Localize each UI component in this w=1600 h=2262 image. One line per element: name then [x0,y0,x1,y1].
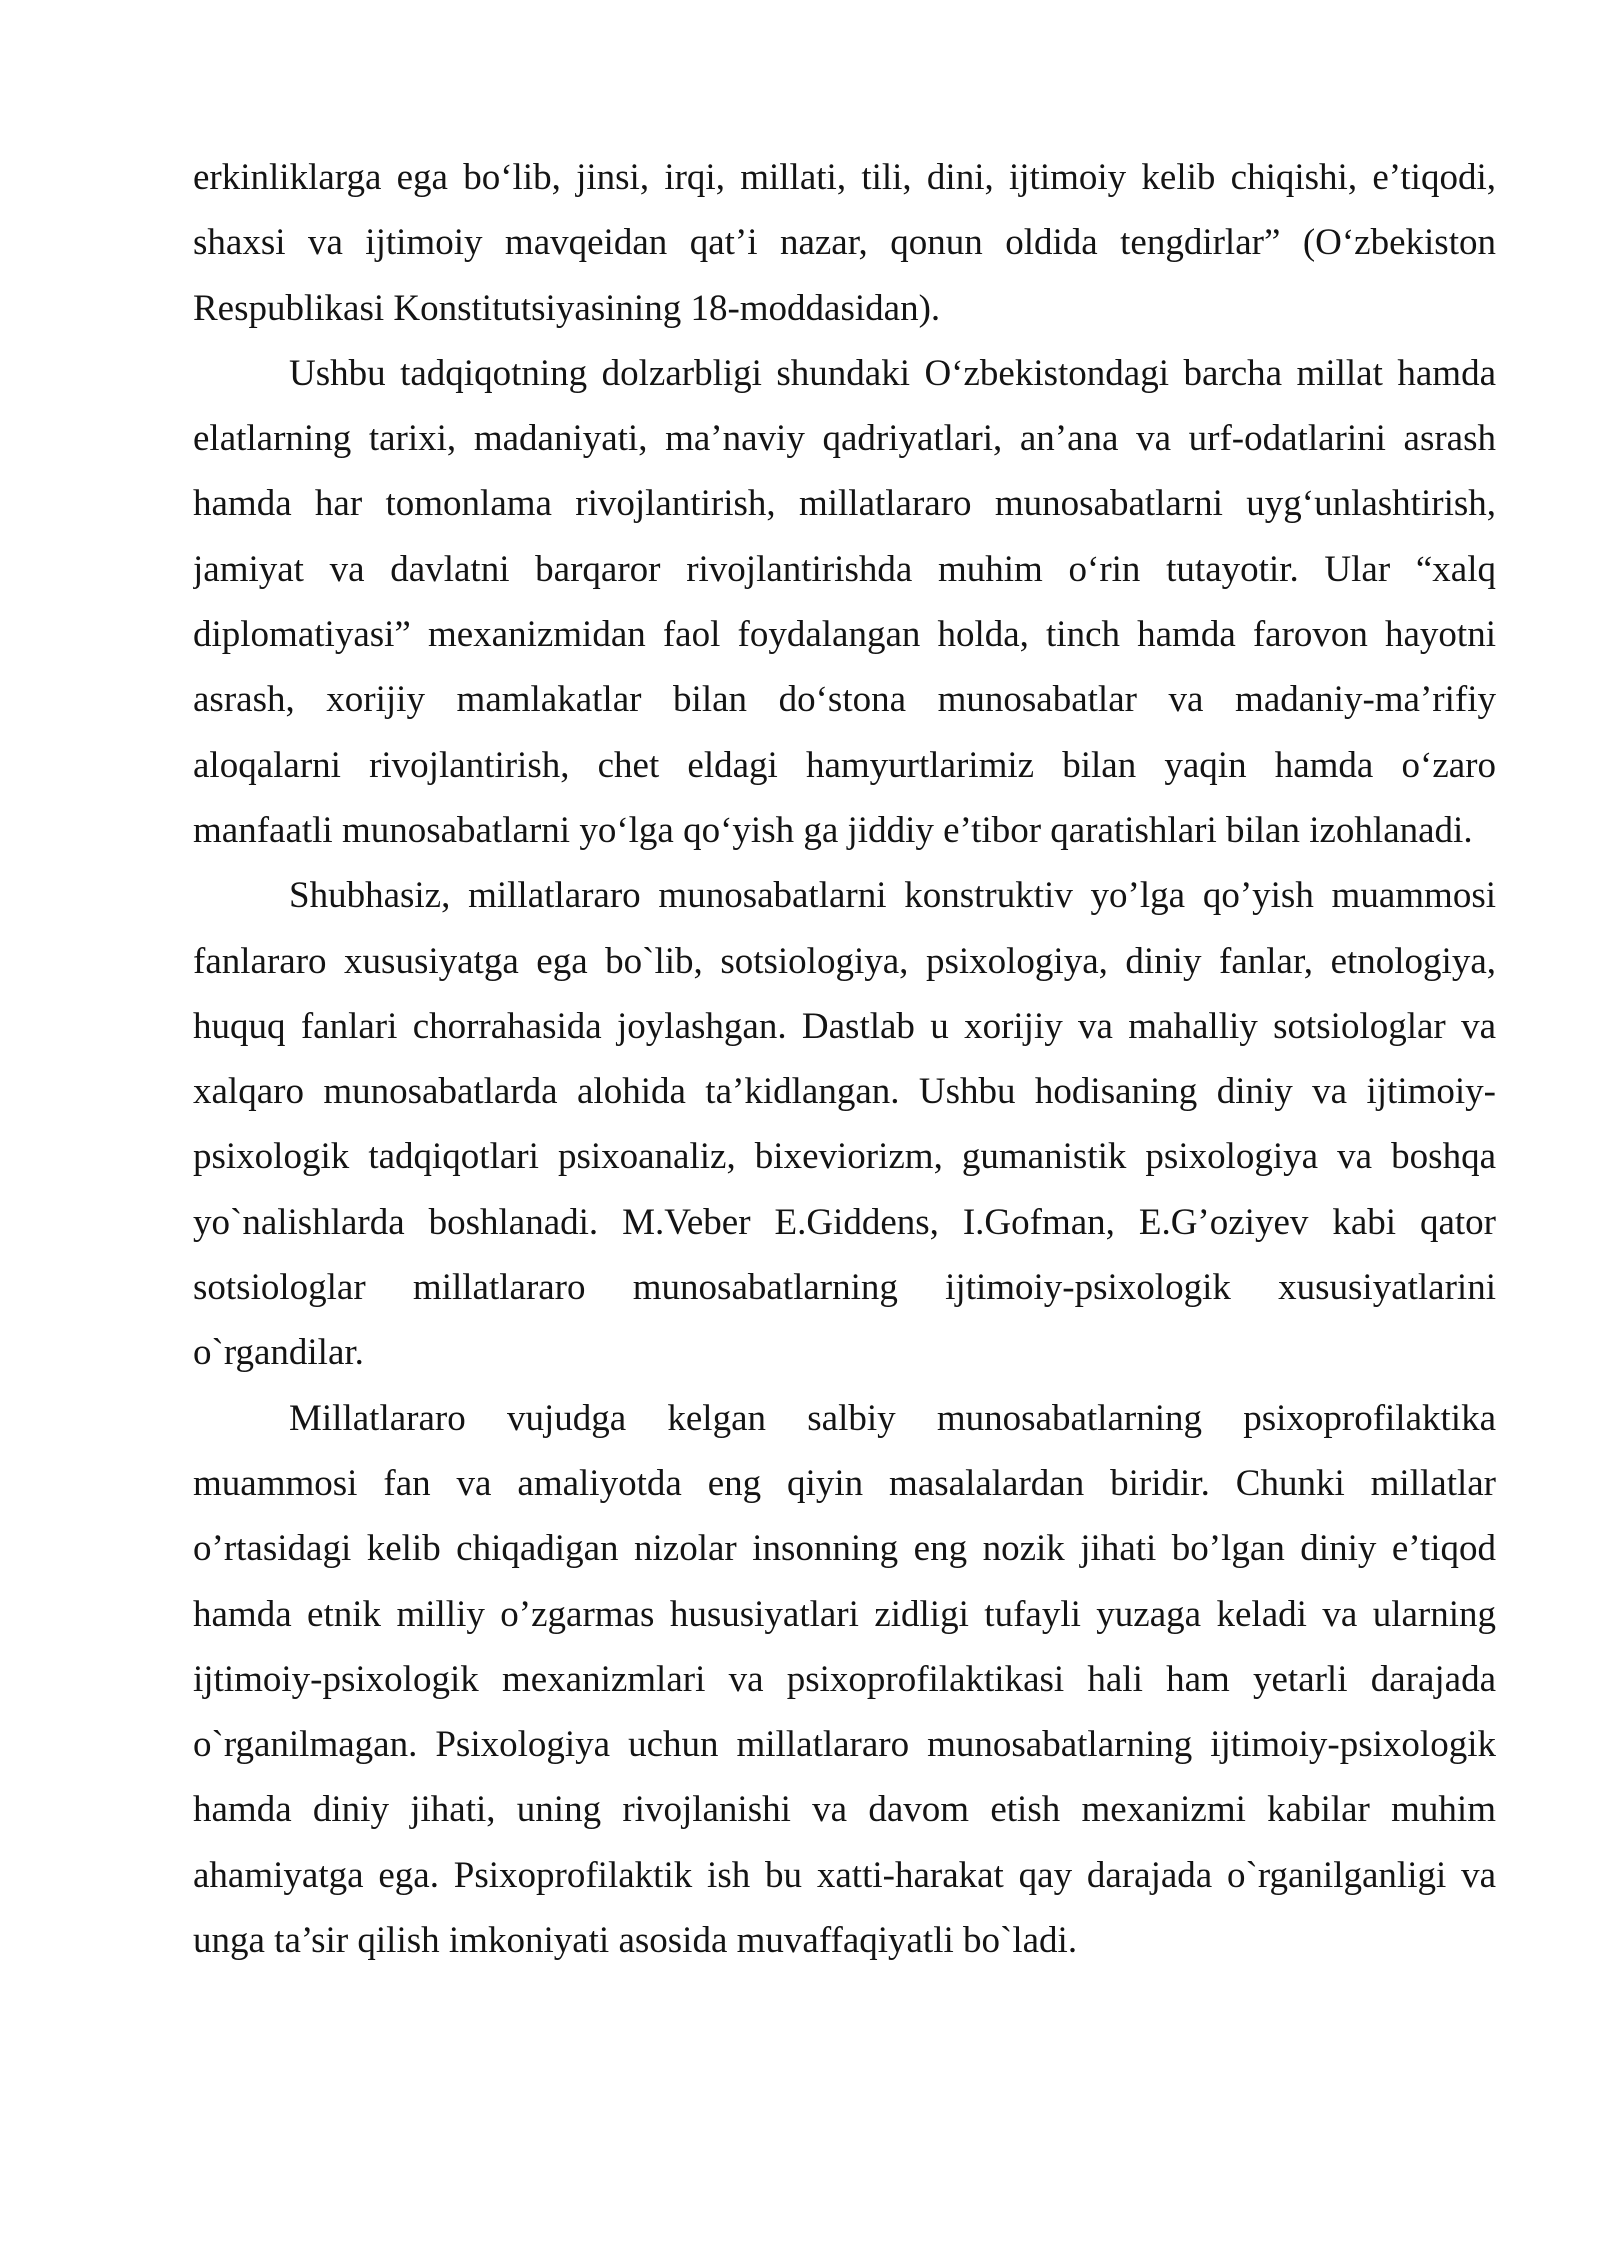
text-line: o’rtasidagi kelib chiqadigan nizolar insonning eng nozik jihati bo’lgan diniy e’tiqod [193,1528,1496,1570]
text-line: hamda har tomonlama rivojlantirish, millatlararo munosabatlarni uyg‘unlashtirish, [193,483,1496,525]
paragraph-2 [193,341,1496,863]
text-line: Shubhasiz, millatlararo munosabatlarni konstruktiv yo’lga qo’yish muammosi [289,875,1496,917]
text-line: ahamiyatga ega. Psixoprofilaktik ish bu xatti-harakat qay darajada o`rganilganligi va [193,1854,1496,1896]
text-line: Millatlararo vujudga kelgan salbiy munosabatlarning psixoprofilaktika [289,1397,1496,1439]
text-line: muammosi fan va amaliyotda eng qiyin masalalardan biridir. Chunki millatlar [193,1462,1496,1504]
text-line: o`rgandilar. [193,1332,364,1374]
text-line: xalqaro munosabatlarda alohida ta’kidlangan. Ushbu hodisaning diniy va ijtimoiy- [193,1071,1496,1113]
text-line: erkinliklarga ega bo‘lib, jinsi, irqi, millati, tili, dini, ijtimoiy kelib chiqishi, e’tiqodi, [193,157,1496,198]
text-line: aloqalarni rivojlantirish, chet eldagi hamyurtlarimiz bilan yaqin hamda o‘zaro [193,744,1496,786]
text-line: shaxsi va ijtimoiy mavqeidan qat’i nazar, qonun oldida tengdirlar” (O‘zbekiston [193,222,1496,264]
text-line: jamiyat va davlatni barqaror rivojlantirishda muhim o‘rin tutayotir. Ular “xalq [193,548,1496,590]
text-line: sotsiologlar millatlararo munosabatlarning ijtimoiy-psixologik xususiyatlarini [193,1267,1496,1309]
text-line: o`rganilmagan. Psixologiya uchun millatlararo munosabatlarning ijtimoiy-psixologik [193,1724,1496,1766]
text-line: elatlarning tarixi, madaniyati, ma’naviy qadriyatlari, an’ana va urf-odatlarini asrash [193,418,1496,460]
text-line: yo`nalishlarda boshlanadi. M.Veber E.Giddens, I.Gofman, E.G’oziyev kabi qator [193,1201,1496,1243]
paragraph-4 [193,1386,1496,1974]
paragraph-1 [193,145,1496,341]
text-line: Ushbu tadqiqotning dolzarbligi shundaki O‘zbekistondagi barcha millat hamda [289,352,1496,394]
text-line: hamda etnik milliy o’zgarmas hususiyatlari zidligi tufayli yuzaga keladi va ularning [193,1593,1496,1635]
text-line: manfaatli munosabatlarni yo‘lga qo‘yish ga jiddiy e’tibor qaratishlari bilan izohlanadi. [193,809,1473,851]
document-body [193,145,1496,1973]
paragraph-3 [193,863,1496,1385]
text-line: psixologik tadqiqotlari psixoanaliz, bixeviorizm, gumanistik psixologiya va boshqa [193,1136,1496,1178]
text-line: fanlararo xususiyatga ega bo`lib, sotsiologiya, psixologiya, diniy fanlar, etnologiya, [193,940,1496,982]
text-line: diplomatiyasi” mexanizmidan faol foydalangan holda, tinch hamda farovon hayotni [193,614,1496,656]
text-line: Respublikasi Konstitutsiyasining 18-moddasidan). [193,287,941,329]
text-line: huquq fanlari chorrahasida joylashgan. Dastlab u xorijiy va mahalliy sotsiologlar va [193,1005,1496,1047]
text-line: asrash, xorijiy mamlakatlar bilan do‘stona munosabatlar va madaniy-ma’rifiy [193,679,1496,721]
text-line: ijtimoiy-psixologik mexanizmlari va psixoprofilaktikasi hali ham yetarli darajada [193,1658,1496,1700]
text-line: unga ta’sir qilish imkoniyati asosida muvaffaqiyatli bo`ladi. [193,1920,1078,1962]
text-line: hamda diniy jihati, uning rivojlanishi va davom etish mexanizmi kabilar muhim [193,1789,1496,1831]
